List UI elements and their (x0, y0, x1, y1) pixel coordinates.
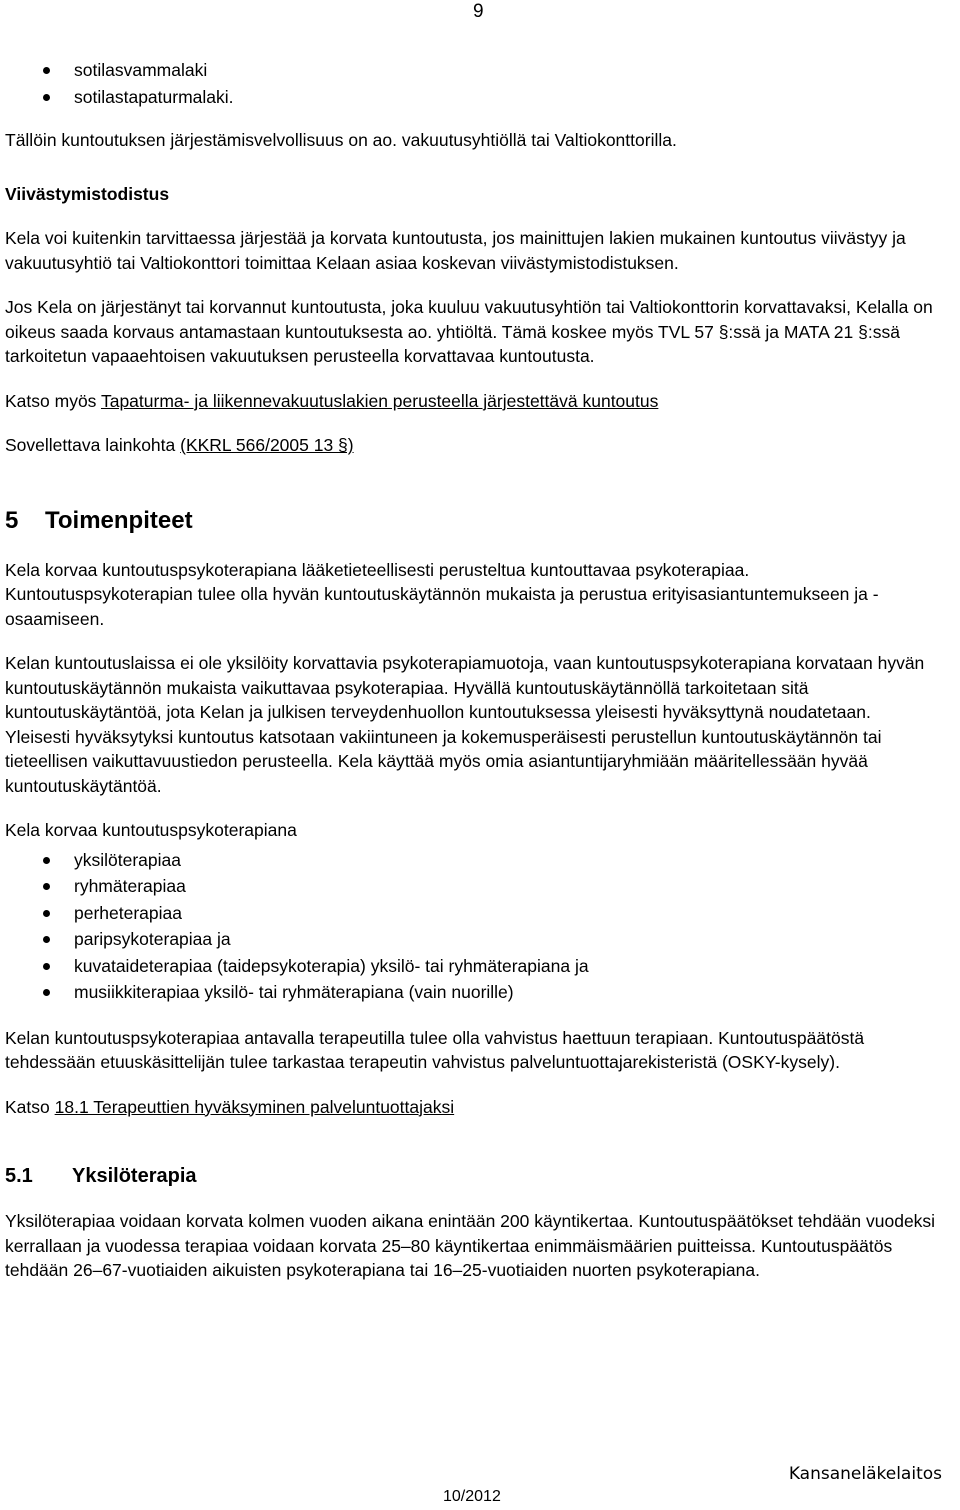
section-heading-5-1 (5, 1163, 940, 1189)
footer-date: 10/2012 (443, 1488, 501, 1505)
paragraph-s5-1-body: Yksilöterapiaa voidaan korvata kolmen vuoden aikana enintään 200 käyntikertaa. Kuntoutuspäätökset tehdään vuodeksi kerrallaan ja vuodessa terapiaa voidaan korvata 25–80 käyntikertaa enimmäismäärien puitteissa. Kuntoutuspäätös tehdään 26–67-vuotiaiden aikuisten psykoterapiana tai 16–25-vuotiaiden nuorten psykoterapiana. (5, 1211, 936, 1280)
section-title: Toimenpiteet (45, 506, 193, 534)
applicable-prefix: Sovellettava lainkohta (5, 435, 181, 455)
see-also-prefix: Katso myös (5, 390, 101, 411)
list-item: kuvataideterapiaa (taidepsykoterapia) yksilö- tai ryhmäterapiana ja (5, 953, 940, 980)
page-number: 9 (473, 1, 484, 22)
paragraph-responsibility: Tällöin kuntoutuksen järjestämisvelvollisuus on ao. vakuutusyhtiöllä tai Valtiokonttorilla. (5, 130, 677, 150)
paragraph-reimbursement: Jos Kela on järjestänyt tai korvannut kuntoutusta, joka kuuluu vakuutusyhtiön tai Valtiokonttorin korvattavaksi, Kelalla on oikeus saada korvaus antamastaan kuntoutuksesta ao. yhtiöltä. Tämä koskee myös TVL 57 §:ssä ja MATA 21 §:ssä tarkoitetun vapaaehtoisen vakuutuksen perusteella korvattavaa kuntoutusta. (5, 297, 933, 366)
applicable-law (5, 433, 940, 458)
section-number: 5.1 (5, 1165, 33, 1187)
list-item: yksilöterapiaa (5, 847, 940, 874)
footer-brand: Kansaneläkelaitos (788, 1464, 942, 1484)
list-item: sotilasvammalaki (5, 57, 940, 84)
therapy-types-list (5, 847, 940, 1006)
see-also-therapists (5, 1095, 940, 1120)
list-item: perheterapiaa (5, 900, 940, 927)
section-number: 5 (5, 506, 19, 534)
subheading-delay-certificate: Viivästymistodistus (5, 183, 170, 204)
paragraph-s5-4: Kelan kuntoutuspsykoterapiaa antavalla terapeutilla tulee olla vahvistus haettuun terapiaan. Kuntoutuspäätöstä tehdessään etuuskäsittelijän tulee tarkastaa terapeutin vahvistus palveluntuottajarekisteristä (OSKY-kysely). (5, 1027, 865, 1072)
accident-rehab-link[interactable]: Tapaturma- ja liikennevakuutuslakien perusteella järjestettävä kuntoutus (100, 390, 659, 411)
list-item: musiikkiterapiaa yksilö- tai ryhmäterapiana (vain nuorille) (5, 979, 940, 1006)
see-also-prefix: Katso (5, 1096, 55, 1117)
list-item: ryhmäterapiaa (5, 873, 940, 900)
therapist-approval-link[interactable]: 18.1 Terapeuttien hyväksyminen palveluntuottajaksi (54, 1096, 455, 1117)
law-reference-link[interactable]: (KKRL 566/2005 13 §) (180, 435, 354, 455)
list-item: paripsykoterapiaa ja (5, 926, 940, 953)
paragraph-delay: Kela voi kuitenkin tarvittaessa järjestää ja korvata kuntoutusta, jos mainittujen lakien mukainen kuntoutus viivästyy ja vakuutusyhtiö tai Valtiokonttori toimittaa Kelaan asiaa koskevan viivästymistodistuksen. (5, 228, 906, 273)
section-heading-5 (5, 506, 940, 536)
see-also-accident (5, 389, 940, 414)
section-title: Yksilöterapia (72, 1165, 197, 1187)
law-list (5, 57, 940, 110)
paragraph-s5-1: Kela korvaa kuntoutuspsykoterapiana lääketieteellisesti perusteltua kuntouttavaa psykoterapiaa. Kuntoutuspsykoterapian tulee olla hyvän kuntoutuskäytännön mukaista ja perustua erityisasiantuntemukseen ja -osaamiseen. (5, 559, 879, 629)
list-item: sotilastapaturmalaki. (5, 84, 940, 111)
paragraph-s5-2: Kelan kuntoutuslaissa ei ole yksilöity korvattavia psykoterapiamuotoja, vaan kuntoutuspsykoterapiana korvataan hyvän kuntoutuskäytännön mukaista vaikuttavaa psykoterapiaa. Hyvällä kuntoutuskäytännöllä tarkoitetaan sitä kuntoutuskäytäntöä, jota Kelan ja julkisen terveydenhuollon kuntoutuksessa yleisesti hyväksyttynä noudatetaan. Yleisesti hyväksytyksi kuntoutus katsotaan vakiintuneen ja kokemusperäisesti perustellun kuntoutuskäytännön tai tieteellisen vaikuttavuustiedon perusteella. Kela käyttää myös omia asiantuntijaryhmiään määritellessään hyvää kuntoutuskäytäntöä. (5, 653, 925, 796)
paragraph-s5-3: Kela korvaa kuntoutuspsykoterapiana (5, 820, 297, 840)
document-body (5, 57, 940, 1303)
